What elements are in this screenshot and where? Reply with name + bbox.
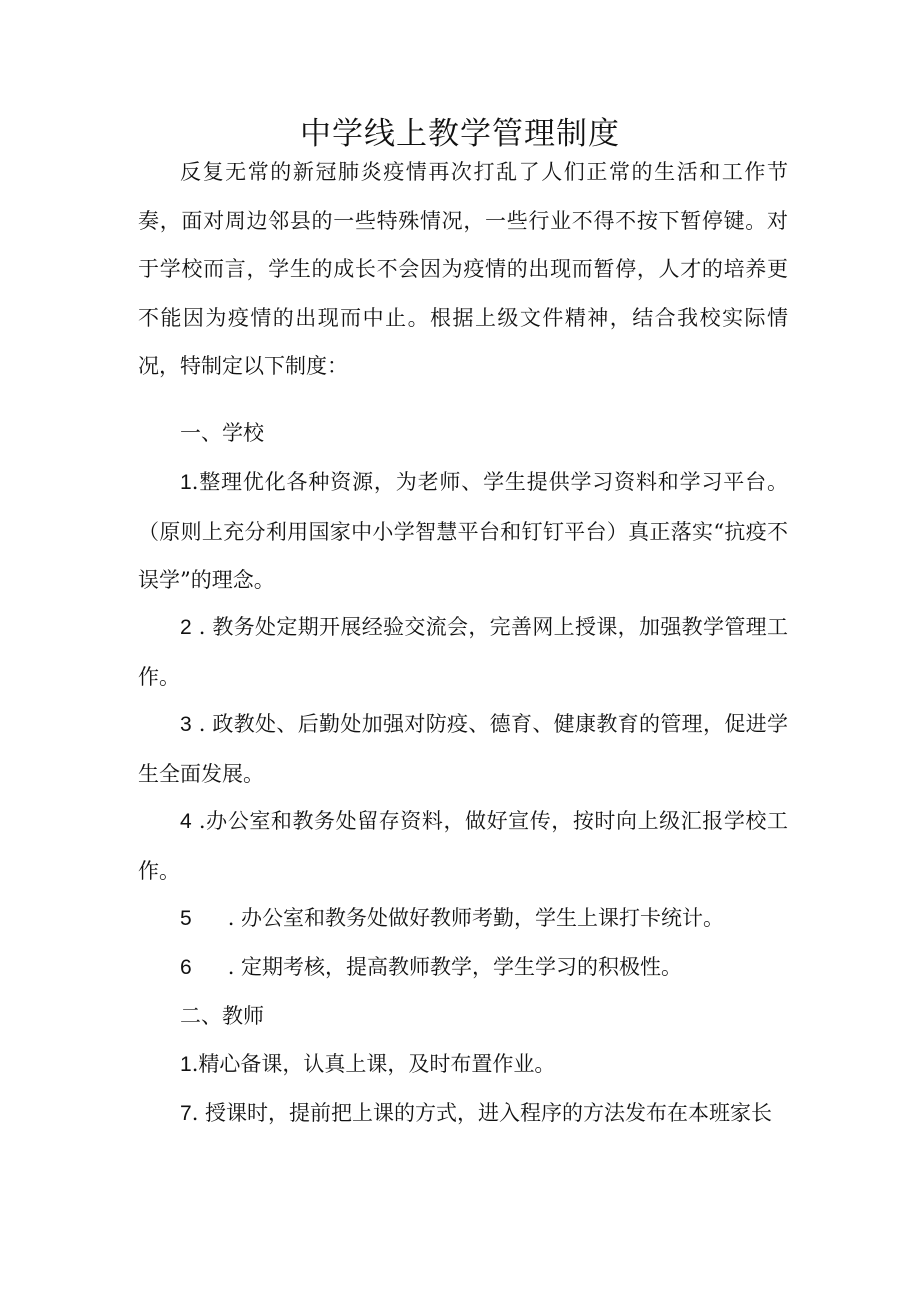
section-1-item-4: [138, 797, 788, 895]
intro-paragraph: 反复无常的新冠肺炎疫情再次打乱了人们正常的生活和工作节奏，面对周边邻县的一些特殊情况，一些行业不得不按下暂停键。对于学校而言，学生的成长不会因为疫情的出现而暂停，人才的培养更不能因为疫情的出现而中止。根据上级文件精神，结合我校实际情况，特制定以下制度：: [138, 160, 788, 378]
section-1-item-3: [138, 700, 788, 798]
document-body: [138, 148, 788, 391]
section-2: [138, 992, 788, 1041]
section-1: [138, 409, 788, 458]
item-text: .整理优化各种资源，为老师、学生提供学习资料和学习平台。（原则上充分利用国家中小学智慧平台和钉钉平台）真正落实“抗疫不误学”的理念。: [138, 470, 788, 592]
section-1-item-1: [138, 458, 788, 605]
item-number: 6: [180, 956, 192, 979]
item-text: . 定期考核，提高教师教学，学生学习的积极性。: [227, 955, 683, 979]
item-number: 2: [180, 616, 192, 639]
item-number: 5: [180, 907, 192, 930]
item-number: 7: [180, 1102, 192, 1125]
item-number: 1: [180, 1053, 192, 1076]
item-text: .精心备课，认真上课，及时布置作业。: [191, 1052, 556, 1076]
item-text: . 政教处、后勤处加强对防疫、德育、健康教育的管理，促进学生全面发展。: [138, 712, 788, 786]
item-text: .办公室和教务处留存资料，做好宣传，按时向上级汇报学校工作。: [138, 809, 788, 883]
item-number: 3: [180, 713, 192, 736]
section-1-heading: 一、学校: [180, 421, 264, 445]
item-number: 1: [180, 471, 192, 494]
document-title: 中学线上教学管理制度: [300, 116, 620, 152]
item-text: . 授课时，提前把上课的方式，进入程序的方法发布在本班家长: [191, 1101, 773, 1125]
section-2-item-2: [138, 1089, 788, 1139]
item-text: . 教务处定期开展经验交流会，完善网上授课，加强教学管理工作。: [138, 615, 788, 689]
section-2-heading: 二、教师: [180, 1004, 264, 1028]
section-2-item-1: [138, 1040, 788, 1090]
section-1-item-2: [138, 603, 788, 701]
section-1-item-5: [138, 894, 788, 944]
item-number: 4: [180, 810, 192, 833]
section-1-item-6: [138, 943, 788, 993]
item-text: . 办公室和教务处做好教师考勤，学生上课打卡统计。: [227, 906, 725, 930]
